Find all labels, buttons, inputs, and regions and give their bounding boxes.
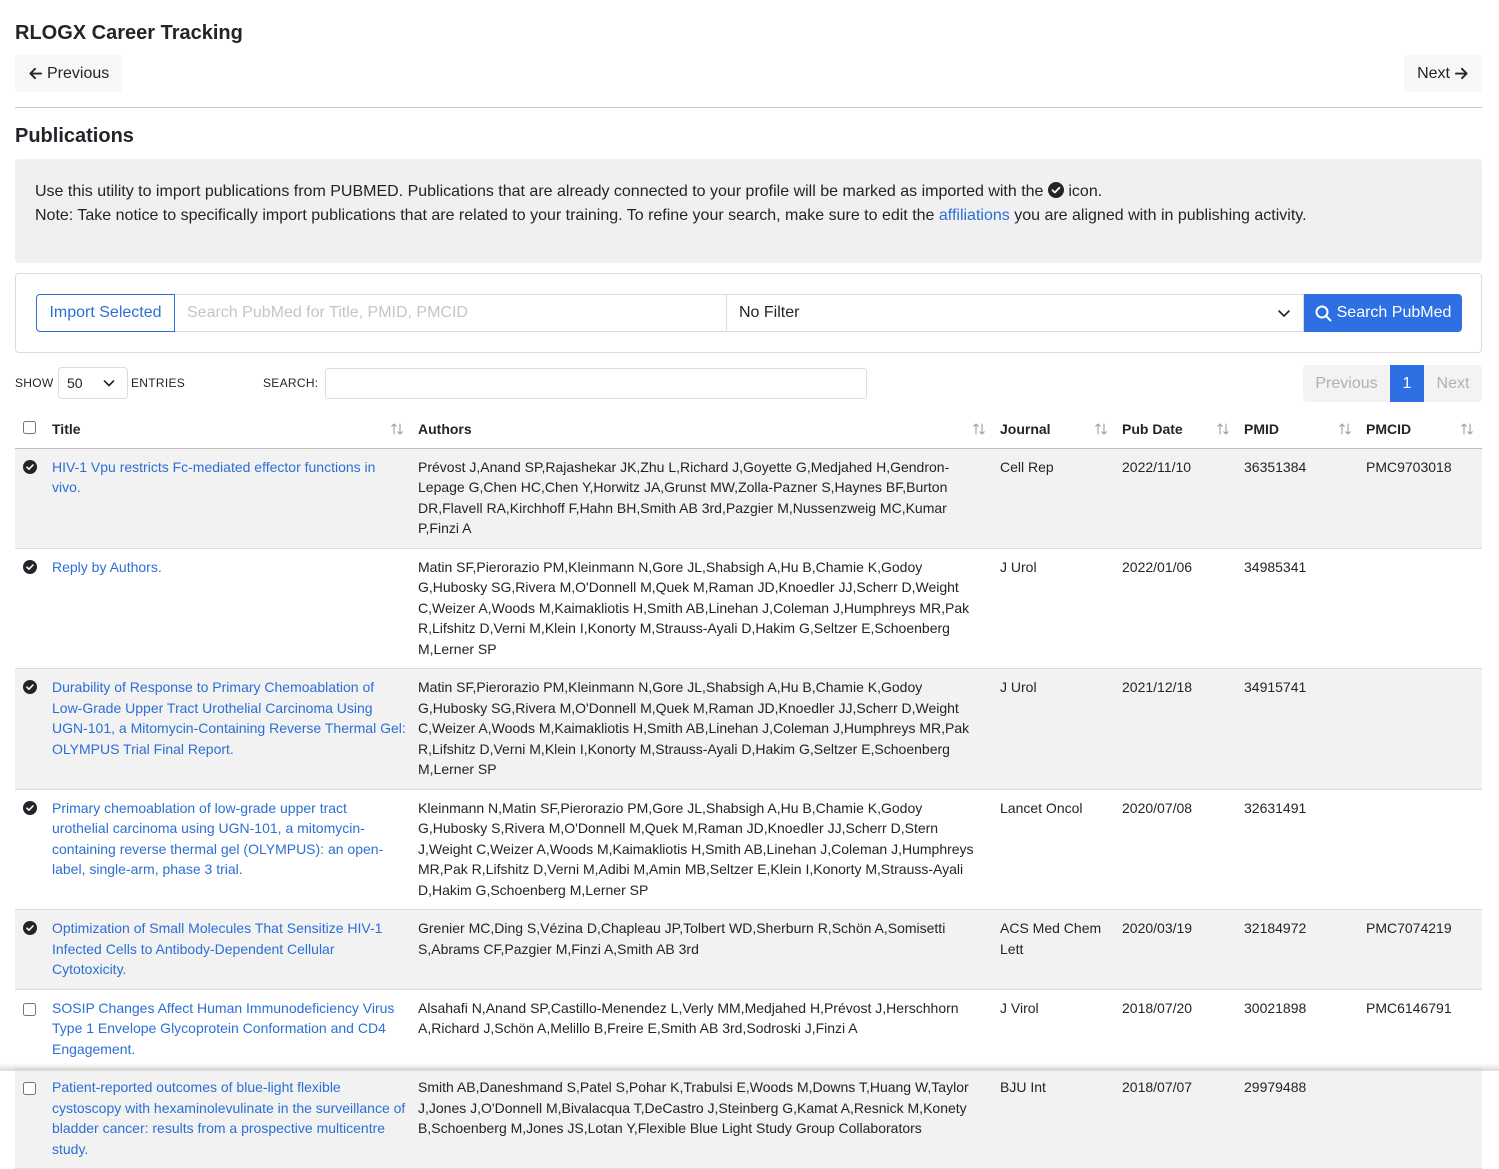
column-header-journal[interactable] [994,410,1116,448]
publication-title-link[interactable]: Primary chemoablation of low-grade upper tract urothelial carcinoma using UGN-101, a mitomycin-containing reverse thermal gel (OLYMPUS): an open-label, single-arm, phase 3 trial. [52,799,384,877]
info-box [15,159,1482,263]
table-header-row [15,410,1482,448]
info-line-1-text: Use this utility to import publications from PUBMED. Publications that are already connected to your profile will be marked as imported with the [35,183,1044,200]
cell-pmcid [1360,789,1482,910]
cell-title [46,1069,412,1169]
cell-pub-date: 2020/03/19 [1116,910,1238,990]
imported-check-icon [23,921,37,935]
cell-authors: Grenier MC,Ding S,Vézina D,Chapleau JP,Tolbert WD,Sherburn R,Schön A,Somisetti S,Abrams CF,Pazgier M,Finzi A,Smith AB 3rd [412,910,994,990]
row-status-cell [15,548,46,669]
info-line-1 [35,180,1462,204]
publication-title-link[interactable]: Patient-reported outcomes of blue-light flexible cystoscopy with hexaminolevulinate in the surveillance of bladder cancer: results from a prospective multicentre study. [52,1079,406,1157]
cell-journal: Cell Rep [994,448,1116,548]
cell-pub-date: 2020/07/08 [1116,789,1238,910]
next-button[interactable] [1404,55,1482,92]
entries-value: 50 [67,375,83,391]
cell-pmcid [1360,1069,1482,1169]
cell-pmcid [1360,548,1482,669]
cell-title [46,910,412,990]
cell-authors: Prévost J,Anand SP,Rajashekar JK,Zhu L,Richard J,Goyette G,Medjahed H,Gendron-Lepage G,Chen HC,Chen Y,Horwitz JA,Grunst MW,Zolla-Pazner S,Haynes BF,Burton DR,Flavell RA,Kirchhoff F,Hahn BH,Smith AB 3rd,Pazgier M,Nussenzweig MC,Kumar P,Finzi A [412,448,994,548]
table-row [15,669,1482,790]
info-line-1-tail: icon. [1068,183,1103,200]
cell-pmid: 36351384 [1238,448,1360,548]
pagination [1303,365,1482,402]
publications-table [15,410,1482,1169]
sort-icon [1338,422,1352,436]
cell-pmcid [1360,669,1482,790]
publication-title-link[interactable]: HIV-1 Vpu restricts Fc-mediated effector functions in vivo. [52,458,376,495]
column-authors-label: Authors [418,420,472,437]
row-select-checkbox[interactable] [23,1003,36,1016]
info-line-2 [35,204,1462,228]
cell-authors: Kleinmann N,Matin SF,Pierorazio PM,Gore JL,Shabsigh A,Hu B,Chamie K,Godoy G,Hubosky S,Rivera M,O'Donnell M,Quek M,Raman JD,Knoedler JJ,Scherr D,Stern J,Weight C,Weizer A,Woods M,Kaimakliotis H,Smith AB,Linehan J,Coleman J,Humphreys MR,Pak R,Lifshitz D,Verni M,Adibi M,Amin MB,Seltzer E,Klein I,Konorty M,Strauss-Ayali D,Hakim G,Schoenberg M,Lerner SP [412,789,994,910]
import-selected-button[interactable]: Import Selected [36,294,175,332]
entries-select[interactable] [58,367,128,399]
cell-journal: J Urol [994,669,1116,790]
sort-icon [1216,422,1230,436]
cell-pmcid: PMC9703018 [1360,448,1482,548]
previous-label: Previous [47,64,110,82]
app-title: RLOGX Career Tracking [15,22,243,44]
column-header-authors[interactable] [412,410,994,448]
table-search-input[interactable] [325,368,867,399]
cell-title [46,989,412,1069]
publication-title-link[interactable]: Optimization of Small Molecules That Sensitize HIV-1 Infected Cells to Antibody-Dependent Cellular Cytotoxicity. [52,920,383,977]
arrow-left-icon [28,66,43,81]
table-row [15,1069,1482,1169]
column-title-label: Title [52,420,81,437]
cell-title [46,448,412,548]
scroll-shadow [0,1063,1499,1071]
table-row [15,548,1482,669]
cell-title [46,548,412,669]
cell-authors: Matin SF,Pierorazio PM,Kleinmann N,Gore JL,Shabsigh A,Hu B,Chamie K,Godoy G,Hubosky SG,Rivera M,O'Donnell M,Quek M,Raman JD,Knoedler JJ,Scherr D,Weight C,Weizer A,Woods M,Kaimakliotis H,Smith AB,Linehan J,Coleman J,Humphreys MR,Pak R,Lifshitz D,Verni M,Klein I,Konorty M,Strauss-Ayali D,Hakim G,Seltzer E,Schoenberg M,Lerner SP [412,669,994,790]
pagination-previous[interactable]: Previous [1303,365,1390,402]
affiliations-link[interactable]: affiliations [938,207,1010,224]
cell-journal: J Urol [994,548,1116,669]
imported-check-icon [23,560,37,574]
column-header-pub-date[interactable] [1116,410,1238,448]
row-select-cell [15,989,46,1069]
cell-authors: Matin SF,Pierorazio PM,Kleinmann N,Gore JL,Shabsigh A,Hu B,Chamie K,Godoy G,Hubosky SG,Rivera M,O'Donnell M,Quek M,Raman JD,Knoedler JJ,Scherr D,Weight C,Weizer A,Woods M,Kaimakliotis H,Smith AB,Linehan J,Coleman J,Humphreys MR,Pak R,Lifshitz D,Verni M,Klein I,Konorty M,Strauss-Ayali D,Hakim G,Seltzer E,Schoenberg M,Lerner SP [412,548,994,669]
imported-check-icon [1048,182,1064,198]
sort-icon [1460,422,1474,436]
sort-icon [390,422,404,436]
row-select-cell [15,1069,46,1169]
cell-pmcid: PMC7074219 [1360,910,1482,990]
next-label: Next [1417,64,1450,82]
filter-value: No Filter [739,304,800,321]
cell-pub-date: 2018/07/20 [1116,989,1238,1069]
column-header-pmid[interactable] [1238,410,1360,448]
sort-icon [972,422,986,436]
search-icon [1315,305,1332,322]
cell-journal: ACS Med Chem Lett [994,910,1116,990]
row-select-checkbox[interactable] [23,1082,36,1095]
column-header-pmcid[interactable] [1360,410,1482,448]
cell-pub-date: 2022/11/10 [1116,448,1238,548]
cell-journal: BJU Int [994,1069,1116,1169]
cell-journal: J Virol [994,989,1116,1069]
table-row [15,910,1482,990]
search-pubmed-button[interactable] [1304,294,1462,332]
cell-pub-date: 2022/01/06 [1116,548,1238,669]
pagination-next[interactable]: Next [1424,365,1482,402]
cell-title [46,789,412,910]
pubmed-search-card [15,273,1482,353]
table-search-label: SEARCH: [263,376,319,390]
cell-authors: Smith AB,Daneshmand S,Patel S,Pohar K,Trabulsi E,Woods M,Downs T,Huang W,Taylor J,Jones J,O'Donnell M,Bivalacqua T,DeCastro J,Steinberg G,Kamat A,Resnick M,Konety B,Schoenberg M,Jones JS,Lotan Y,Flexible Blue Light Study Group Collaborators [412,1069,994,1169]
imported-check-icon [23,801,37,815]
publication-title-link[interactable]: Durability of Response to Primary Chemoablation of Low-Grade Upper Tract Urothelial Carcinoma Using UGN-101, a Mitomycin-Containing Reverse Thermal Gel: OLYMPUS Trial Final Report. [52,679,406,757]
info-line-2-tail: you are aligned with in publishing activity. [1014,207,1307,224]
column-pmid-label: PMID [1244,420,1279,437]
select-all-checkbox[interactable] [23,421,36,434]
table-row [15,989,1482,1069]
row-status-cell [15,669,46,790]
column-pmcid-label: PMCID [1366,420,1412,437]
publication-title-link[interactable]: Reply by Authors. [52,558,162,575]
arrow-right-icon [1454,66,1469,81]
column-header-title[interactable] [46,410,412,448]
pubmed-search-input[interactable] [175,294,727,332]
cell-pmid: 29979488 [1238,1069,1360,1169]
select-all-cell [15,410,46,448]
chevron-down-icon [103,377,115,389]
column-journal-label: Journal [1000,420,1051,437]
previous-button[interactable] [15,55,122,92]
row-status-cell [15,789,46,910]
row-status-cell [15,910,46,990]
cell-pub-date: 2018/07/07 [1116,1069,1238,1169]
publication-title-link[interactable]: SOSIP Changes Affect Human Immunodeficiency Virus Type 1 Envelope Glycoprotein Conformation and CD4 Engagement. [52,999,395,1057]
cell-pmid: 30021898 [1238,989,1360,1069]
page-title: Publications [15,125,134,147]
imported-check-icon [23,460,37,474]
sort-icon [1094,422,1108,436]
cell-pmcid: PMC6146791 [1360,989,1482,1069]
cell-pmid: 34985341 [1238,548,1360,669]
header-divider [15,107,1482,108]
chevron-down-icon [1277,306,1291,320]
cell-pub-date: 2021/12/18 [1116,669,1238,790]
cell-pmid: 32631491 [1238,789,1360,910]
entries-label: ENTRIES [131,376,186,390]
cell-title [46,669,412,790]
search-pubmed-label: Search PubMed [1336,304,1452,321]
cell-journal: Lancet Oncol [994,789,1116,910]
table-row [15,789,1482,910]
cell-pmid: 32184972 [1238,910,1360,990]
column-pub-date-label: Pub Date [1122,420,1183,437]
row-status-cell [15,448,46,548]
show-label: SHOW [15,376,54,390]
table-row [15,448,1482,548]
info-line-2-text: Note: Take notice to specifically import publications that are related to your training. To refine your search, make sure to edit the [35,207,935,224]
filter-select[interactable] [727,294,1304,332]
cell-authors: Alsahafi N,Anand SP,Castillo-Menendez L,Verly MM,Medjahed H,Prévost J,Herschhorn A,Richard J,Schön A,Melillo B,Freire E,Smith AB 3rd,Sodroski J,Finzi A [412,989,994,1069]
imported-check-icon [23,680,37,694]
pagination-page-1[interactable]: 1 [1390,365,1424,402]
cell-pmid: 34915741 [1238,669,1360,790]
